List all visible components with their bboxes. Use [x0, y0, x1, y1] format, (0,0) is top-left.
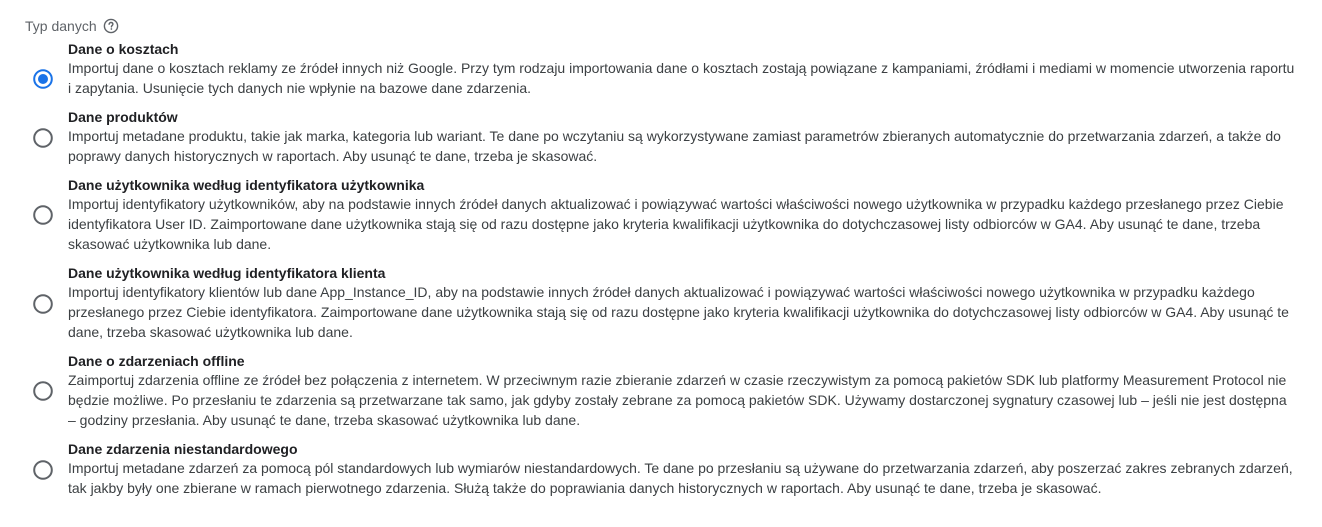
option-text: [68, 264, 1298, 342]
option-text: [68, 40, 1298, 98]
radio-button-selected[interactable]: [33, 69, 53, 89]
option-text: [68, 440, 1298, 498]
radio-button[interactable]: [33, 460, 53, 480]
option-title: Dane o kosztach: [68, 41, 179, 57]
option-title: Dane użytkownika według identyfikatora klienta: [68, 265, 386, 281]
option-description: Importuj metadane produktu, takie jak marka, kategoria lub wariant. Te dane po wczytaniu są wykorzystywane zamiast parametrów zbieranych automatycznie do przetwarzania zdarzeń, a także do poprawy danych historycznych w raportach. Aby usunąć te dane, trzeba je skasować.: [68, 128, 1281, 164]
option-title: Dane o zdarzeniach offline: [68, 353, 245, 369]
option-description: Importuj identyfikatory użytkowników, aby na podstawie innych źródeł danych aktualizować i powiązywać wartości właściwości nowego użytkownika w przypadku każdego przesłanego przez Ciebie identyfikatora User ID. Zaimportowane dane użytkownika stają się od razu dostępne jako kryteria kwalifikacji użytkownika do dotychczasowej listy odbiorców w GA4. Aby usunąć te dane, trzeba skasować użytkownika lub dane.: [68, 196, 1284, 252]
section-header: [25, 16, 119, 36]
option-title: Dane zdarzenia niestandardowego: [68, 441, 298, 457]
radio-button[interactable]: [33, 128, 53, 148]
option-title: Dane użytkownika według identyfikatora użytkownika: [68, 177, 425, 193]
option-description: Importuj identyfikatory klientów lub dane App_Instance_ID, aby na podstawie innych źródeł danych aktualizować i powiązywać wartości właściwości nowego użytkownika w przypadku każdego przesłanego przez Ciebie identyfikatora. Zaimportowane dane użytkownika stają się od razu dostępne jako kryteria kwalifikacji użytkownika do dotychczasowej listy odbiorców w GA4. Aby usunąć te dane, trzeba skasować użytkownika lub dane.: [68, 284, 1289, 340]
option-text: [68, 352, 1298, 430]
option-description: Importuj metadane zdarzeń za pomocą pól standardowych lub wymiarów niestandardowych. Te dane po przesłaniu są używane do przetwarzania zdarzeń, aby poszerzać zakres zebranych zdarzeń, tak jakby były one zbierane w ramach pierwotnego zdarzenia. Służą także do poprawiania danych historycznych w raportach. Aby usunąć te dane, trzeba je skasować.: [68, 460, 1293, 496]
option-text: [68, 176, 1298, 254]
option-description: Importuj dane o kosztach reklamy ze źródeł innych niż Google. Przy tym rodzaju importowania dane o kosztach zostają powiązane z kampaniami, źródłami i mediami w momencie utworzenia raportu i zapytania. Usunięcie tych danych nie wpłynie na bazowe dane zdarzenia.: [68, 60, 1295, 96]
help-icon[interactable]: [103, 18, 119, 34]
option-description: Zaimportuj zdarzenia offline ze źródeł bez połączenia z internetem. W przeciwnym razie zbieranie zdarzeń w czasie rzeczywistym za pomocą pakietów SDK lub platformy Measurement Protocol nie będzie możliwe. Po przesłaniu te zdarzenia są przetwarzane tak samo, jak gdyby zostały zebrane za pomocą pakietów SDK. Używamy dostarczonej sygnatury czasowej lub – jeśli nie jest dostępna – godziny przesłania. Aby usunąć te dane, trzeba skasować użytkownika lub dane.: [68, 372, 1287, 428]
option-text: [68, 108, 1298, 166]
radio-button[interactable]: [33, 294, 53, 314]
section-label: Typ danych: [25, 18, 97, 34]
radio-button[interactable]: [33, 205, 53, 225]
radio-button[interactable]: [33, 381, 53, 401]
option-title: Dane produktów: [68, 109, 178, 125]
